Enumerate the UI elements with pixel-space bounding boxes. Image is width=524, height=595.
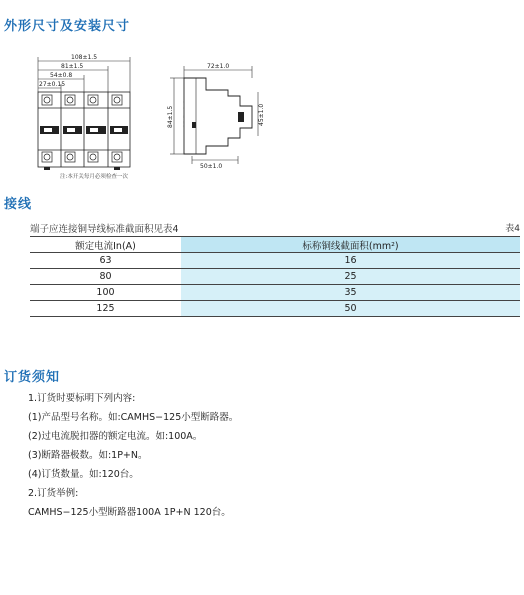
ordering-instructions xyxy=(28,389,238,522)
wire-section-cell: 25 xyxy=(181,269,520,285)
front-view-drawing xyxy=(28,52,140,180)
rated-current-cell: 125 xyxy=(30,301,181,317)
wire-section-cell: 16 xyxy=(181,253,520,269)
order-line: 1.订货时要标明下列内容: xyxy=(28,393,136,404)
side-dim-base-width: 50±1.0 xyxy=(200,163,223,170)
table-row xyxy=(30,269,520,285)
inspection-note: 注:本开关每月必须检查一次 xyxy=(60,174,128,180)
ordering-section-title: 订货须知 xyxy=(4,370,61,385)
wire-section-cell: 50 xyxy=(181,301,520,317)
front-dim-3: 54±0.8 xyxy=(50,72,73,79)
rated-current-cell: 80 xyxy=(30,269,181,285)
front-dim-4: 27±0.15 xyxy=(39,81,66,88)
wire-section-cell: 35 xyxy=(181,285,520,301)
header-rated-current: 额定电流In(A) xyxy=(30,237,181,253)
wire-section-table xyxy=(30,236,520,317)
table-row xyxy=(30,301,520,317)
table-header-row xyxy=(30,237,520,253)
order-line: (3)断路器极数。如:1P+N。 xyxy=(28,450,148,461)
side-dim-right-height: 45±1.0 xyxy=(258,103,265,126)
table-row xyxy=(30,253,520,269)
side-dim-height: 84±1.5 xyxy=(167,105,174,128)
side-dim-top-width: 72±1.0 xyxy=(207,63,230,70)
table-row xyxy=(30,285,520,301)
order-line: (2)过电流脱扣器的额定电流。如:100A。 xyxy=(28,431,203,442)
order-line: CAMHS−125小型断路器100A 1P+N 120台。 xyxy=(28,507,231,518)
front-dim-2: 81±1.5 xyxy=(61,63,84,70)
rated-current-cell: 100 xyxy=(30,285,181,301)
table-caption: 端子应连接铜导线标准截面积见表4 xyxy=(30,224,179,235)
rated-current-cell: 63 xyxy=(30,253,181,269)
front-dim-1: 108±1.5 xyxy=(71,54,98,61)
dimensions-section-title: 外形尺寸及安装尺寸 xyxy=(4,19,131,34)
table-number: 表4 xyxy=(505,224,520,234)
wiring-section-title: 接线 xyxy=(4,197,33,212)
header-wire-section: 标称铜线截面积(mm²) xyxy=(181,237,520,253)
order-line: 2.订货举例: xyxy=(28,488,79,499)
order-line: (1)产品型号名称。如:CAMHS−125小型断路器。 xyxy=(28,412,239,423)
side-view-drawing xyxy=(166,62,276,172)
order-line: (4)订货数量。如:120台。 xyxy=(28,469,139,480)
